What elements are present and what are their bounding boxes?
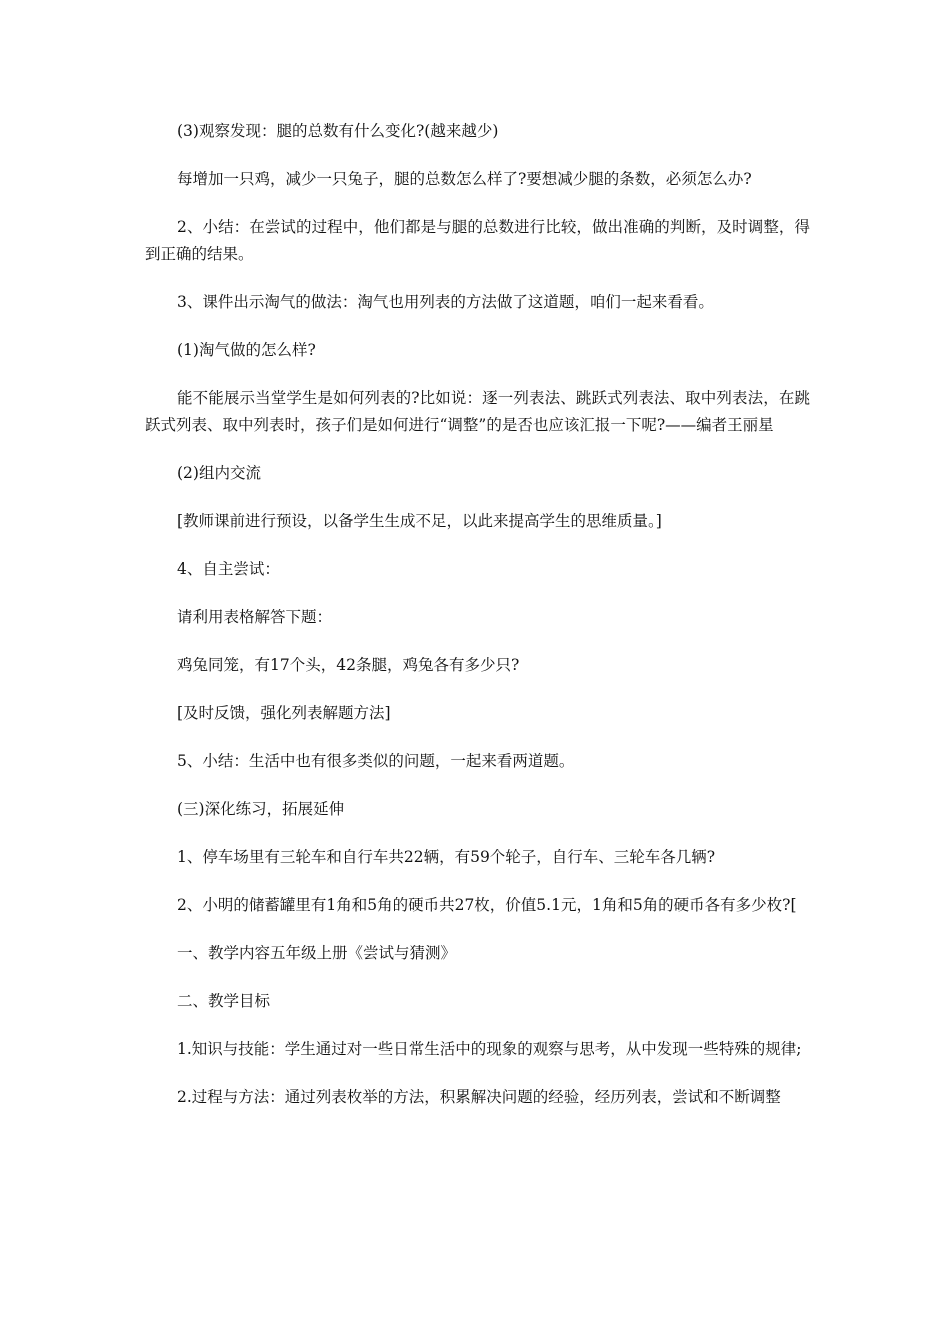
document-body — [145, 118, 810, 1131]
paragraph-use-table: 请利用表格解答下题： — [177, 608, 333, 626]
paragraph-teaching-goals: 二、教学目标 — [177, 992, 271, 1010]
paragraph-teaching-content: 一、教学内容五年级上册《尝试与猜测》 — [177, 944, 457, 962]
paragraph-feedback: [及时反馈，强化列表解题方法] — [177, 704, 391, 722]
paragraph-chicken-rabbit: 鸡兔同笼，有17个头，42条腿，鸡兔各有多少只? — [177, 656, 520, 674]
paragraph-taoqi-how: (1)淘气做的怎么样? — [177, 341, 316, 359]
paragraph-process-method: 2.过程与方法：通过列表枚举的方法，积累解决问题的经验，经历列表，尝试和不断调整 — [177, 1088, 781, 1106]
paragraph-question: 每增加一只鸡，减少一只兔子，腿的总数怎么样了?要想减少腿的条数，必须怎么办? — [177, 170, 752, 188]
paragraph-observation: (3)观察发现：腿的总数有什么变化?(越来越少) — [177, 122, 499, 140]
paragraph-section-3: (三)深化练习，拓展延伸 — [177, 800, 345, 818]
paragraph-summary-2: 2、小结：在尝试的过程中，他们都是与腿的总数进行比较，做出准确的判断，及时调整，得到正确的结果。 — [145, 218, 810, 263]
paragraph-courseware: 3、课件出示淘气的做法：淘气也用列表的方法做了这道题，咱们一起来看看。 — [177, 293, 714, 311]
paragraph-knowledge-skills: 1.知识与技能：学生通过对一些日常生活中的现象的观察与思考，从中发现一些特殊的规律; — [177, 1040, 802, 1058]
paragraph-exercise-2: 2、小明的储蓄罐里有1角和5角的硬币共27枚，价值5.1元，1角和5角的硬币各有多少枚?[ — [177, 896, 797, 914]
paragraph-editor-note: 能不能展示当堂学生是如何列表的?比如说：逐一列表法、跳跃式列表法、取中列表法，在跳跃式列表、取中列表时，孩子们是如何进行“调整”的是否也应该汇报一下呢?——编者王丽星 — [145, 389, 810, 434]
paragraph-summary-5: 5、小结：生活中也有很多类似的问题，一起来看两道题。 — [177, 752, 575, 770]
paragraph-group-exchange: (2)组内交流 — [177, 464, 261, 482]
paragraph-self-try: 4、自主尝试： — [177, 560, 280, 578]
paragraph-teacher-preset: [教师课前进行预设，以备学生生成不足，以此来提高学生的思维质量。] — [177, 512, 662, 530]
paragraph-exercise-1: 1、停车场里有三轮车和自行车共22辆，有59个轮子，自行车、三轮车各几辆? — [177, 848, 716, 866]
